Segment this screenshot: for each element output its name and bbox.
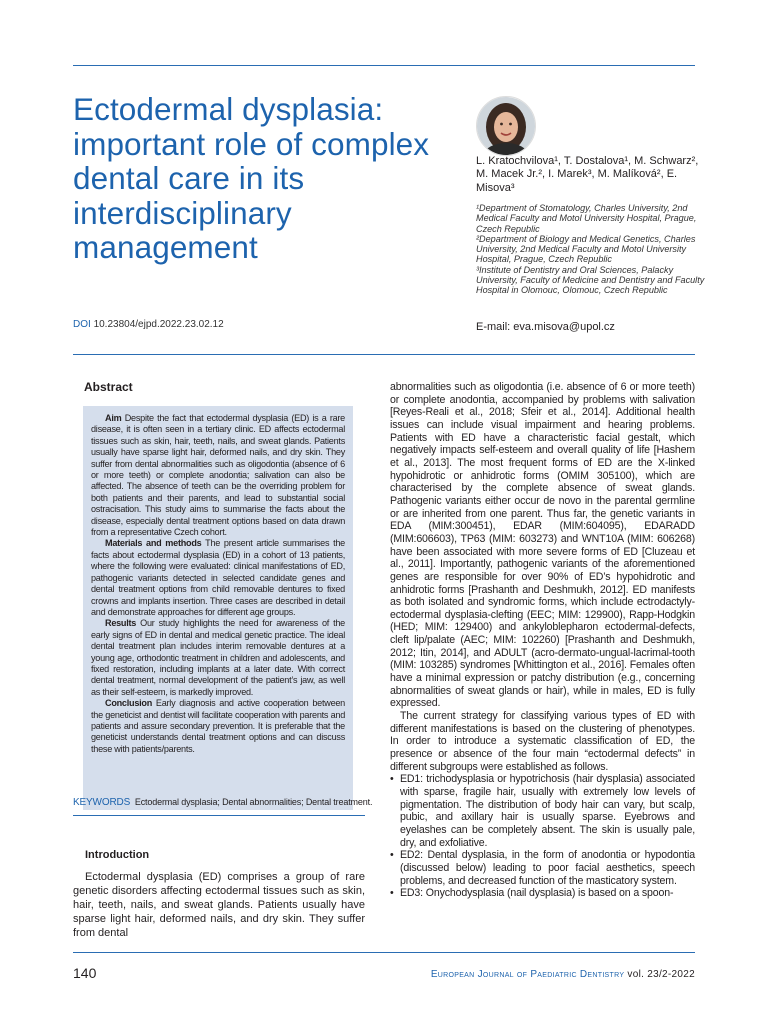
affiliation-1: ¹Department of Stomatology, Charles University, 2nd Medical Faculty and Motol University Hospital, Prague, Czech Republic: [476, 203, 697, 234]
author-list: L. Kratochvilova¹, T. Dostalova¹, M. Schwarz², M. Macek Jr.², I. Marek³, M. Malíková², E. Misova³: [476, 155, 699, 194]
methods-label: Materials and methods: [105, 538, 202, 549]
body-paragraph-1: abnormalities such as oligodontia (i.e. absence of 6 or more teeth) or complete anodontia, accompanied by problems with salivation [Reyes-Reali et al., 2018; Sfeir et al., 2014]. Additional health issues can include visual impairment and hearing problems. Patients with ED have a characteristic facial gestalt, which negatively impacts self-esteem and overall quality of life [Hashem et al., 2013]. The most frequent forms of ED are the X-linked hypohidrotic or anhidrotic forms (OMIM 305100), which are characterised by the complete absence of sweat glands. Pathogenic variants either occur de novo in the parental germline or are inherited from one parent. Thus far, the genetic variants in EDA (MIM:300451), EDAR (MIM:604095), EDARADD (MIM:606603), TP63 (MIM: 603273) and WNT10A (MIM: 606268) have been associated with more severe forms of ED [Cluzeau et al., 2011]. Importantly, pathogenic variants of the aforementioned genes are responsible for over 90% of ED’s hypohidrotic and anhidrotic forms [Prashanth and Deshmukh, 2012]. ED manifests as both isolated and syndromic forms, which include ectrodactyly-ectodermal dysplasia-clefting (EEC; MIM: 129900), Rapp-Hodgkin (HED; MIM: 129400) and ankyloblepharon ectodermal-defects, cleft lip/palate (AEC; MIM: 102260) [Prashanth and Deshmukh, 2012; Itin, 2014], and ADULT (acro-dermato-ungual-lacrimal-tooth (MIM: 103285) syndromes [Whittington et al., 2016]. Females often have a minimal expression or patchy distribution (e.g., concerning abnormalities of sweat glands or hair), while in males, ED is fully expressed.: [390, 381, 695, 710]
abstract-panel: [83, 406, 353, 810]
page-number: 140: [73, 965, 97, 981]
journal-name: European Journal of Paediatric Dentistry: [430, 969, 625, 980]
contact-email[interactable]: E-mail: eva.misova@upol.cz: [476, 321, 615, 333]
ed-classification-list: [390, 773, 695, 900]
doi-value[interactable]: 10.23804/ejpd.2022.23.02.12: [93, 319, 224, 330]
aim-text: Despite the fact that ectodermal dysplasia (ED) is a rare disease, it is often seen in a tertiary clinic. ED affects ectodermal tissues such as skin, hair, teeth, nails, and sweat glands. Patients usually have sparse light hair, deformed nails, and dry skin. They suffer from dental abnormalities such as oligodontia (absence of 6 or more teeth) or complete anodontia; salivation can also be affected. The absence of teeth can be the overriding problem for both patients and their parents, and lead to substantial social ostracisation. This study aims to summarise the facts about the disease, especially dental treatment options based on data drawn from a representative Czech cohort.: [91, 413, 345, 538]
doi-label: DOI: [73, 319, 91, 330]
keywords-label: KEYWORDS: [73, 797, 131, 808]
keywords-text: Ectodermal dysplasia; Dental abnormalities; Dental treatment.: [134, 797, 373, 807]
journal-volume: vol. 23/2-2022: [627, 969, 695, 980]
abstract-heading: Abstract: [84, 380, 133, 394]
right-column: [390, 381, 695, 900]
intro-text: Ectodermal dysplasia (ED) comprises a group of rare genetic disorders affecting ectodermal tissues such as skin, hair, teeth, nails, and sweat glands. Patients usually have sparse light hair, deformed nails, and dry skin. They suffer from dental: [73, 871, 365, 939]
abstract-section: [73, 368, 365, 773]
abstract-conclusion: [91, 698, 345, 755]
aim-label: Aim: [105, 413, 122, 423]
results-text: Our study highlights the need for awareness of the early signs of ED in dental and medical genetic practice. The ideal dental treatment plan includes interim removable dentures at a young age, orthodontic treatment in children and adolescents, and fixed restoration, including implants at a later date. With correct dental treatment, normal development of the patient’s jaw, as well as their self-esteem, is markedly improved.: [91, 618, 345, 697]
conclusion-text: Early diagnosis and active cooperation between the geneticist and dentist will facilitate cooperation with parents and patients and assure secondary prevention. It is preferable that the geneticist understands dental treatment options and can discuss these with patients/parents.: [91, 698, 345, 754]
affiliation-3: ³Institute of Dentistry and Oral Sciences, Palacky University, Faculty of Medicine and Dentistry and Faculty Hospital in Olomouc, Olomouc, Czech Republic: [476, 264, 705, 296]
header-rule: [73, 354, 695, 355]
results-label: Results: [105, 618, 137, 629]
footer-rule: [73, 952, 695, 953]
keywords: [73, 797, 373, 808]
affiliations: [476, 203, 706, 296]
body-paragraph-2: The current strategy for classifying various types of ED with different manifestations is based on the clustering of phenotypes. In order to introduce a systematic classification of ED, the presence or absence of the four main “ectodermal defects” in different subgroups were established as follows.: [390, 710, 695, 773]
journal-footer: [431, 969, 695, 980]
top-rule: [73, 65, 695, 66]
abstract-aim: [91, 413, 345, 538]
list-item: • ED2: Dental dysplasia, in the form of anodontia or hypodontia (discussed below) leading to poor facial aesthetics, speech problems, and decreased function of the masticatory system.: [390, 849, 695, 887]
abstract-results: [91, 618, 345, 698]
conclusion-label: Conclusion: [105, 698, 153, 709]
article-title: Ectodermal dysplasia: important role of complex dental care in its interdisciplinary management: [73, 91, 430, 265]
author-portrait: [476, 96, 536, 156]
affiliation-2: ²Department of Biology and Medical Genetics, Charles University, 2nd Medical Faculty and Motol University Hospital, Prague, Czech Republic: [476, 233, 696, 265]
doi-line: [73, 319, 224, 330]
abstract-methods: [91, 538, 345, 618]
keywords-rule: [73, 815, 365, 816]
intro-heading: Introduction: [85, 849, 150, 861]
methods-text: The present article summarises the facts about ectodermal dysplasia (ED) in a cohort of 13 patients, where the following were evaluated: clinical manifestations of ED, pathogenic variants detected in selected candidate genes and dental treatment options from child removable dentures to fixed crowns and implants insertion. Three cases are described in detail and demonstrate approaches for different age groups.: [91, 538, 345, 617]
list-item: • ED1: trichodysplasia or hypotrichosis (hair dysplasia) associated with sparse, fragile hair, usually with extremely low levels of pigmentation. The distribution of body hair can vary, but scalp, pubic, and axillary hair is usually sparse. Eyebrows and eyelashes can be completely absent. The skin is usually pale, dry, and exfoliative.: [390, 773, 695, 849]
list-item: • ED3: Onychodysplasia (nail dysplasia) is based on a spoon-: [390, 887, 695, 900]
